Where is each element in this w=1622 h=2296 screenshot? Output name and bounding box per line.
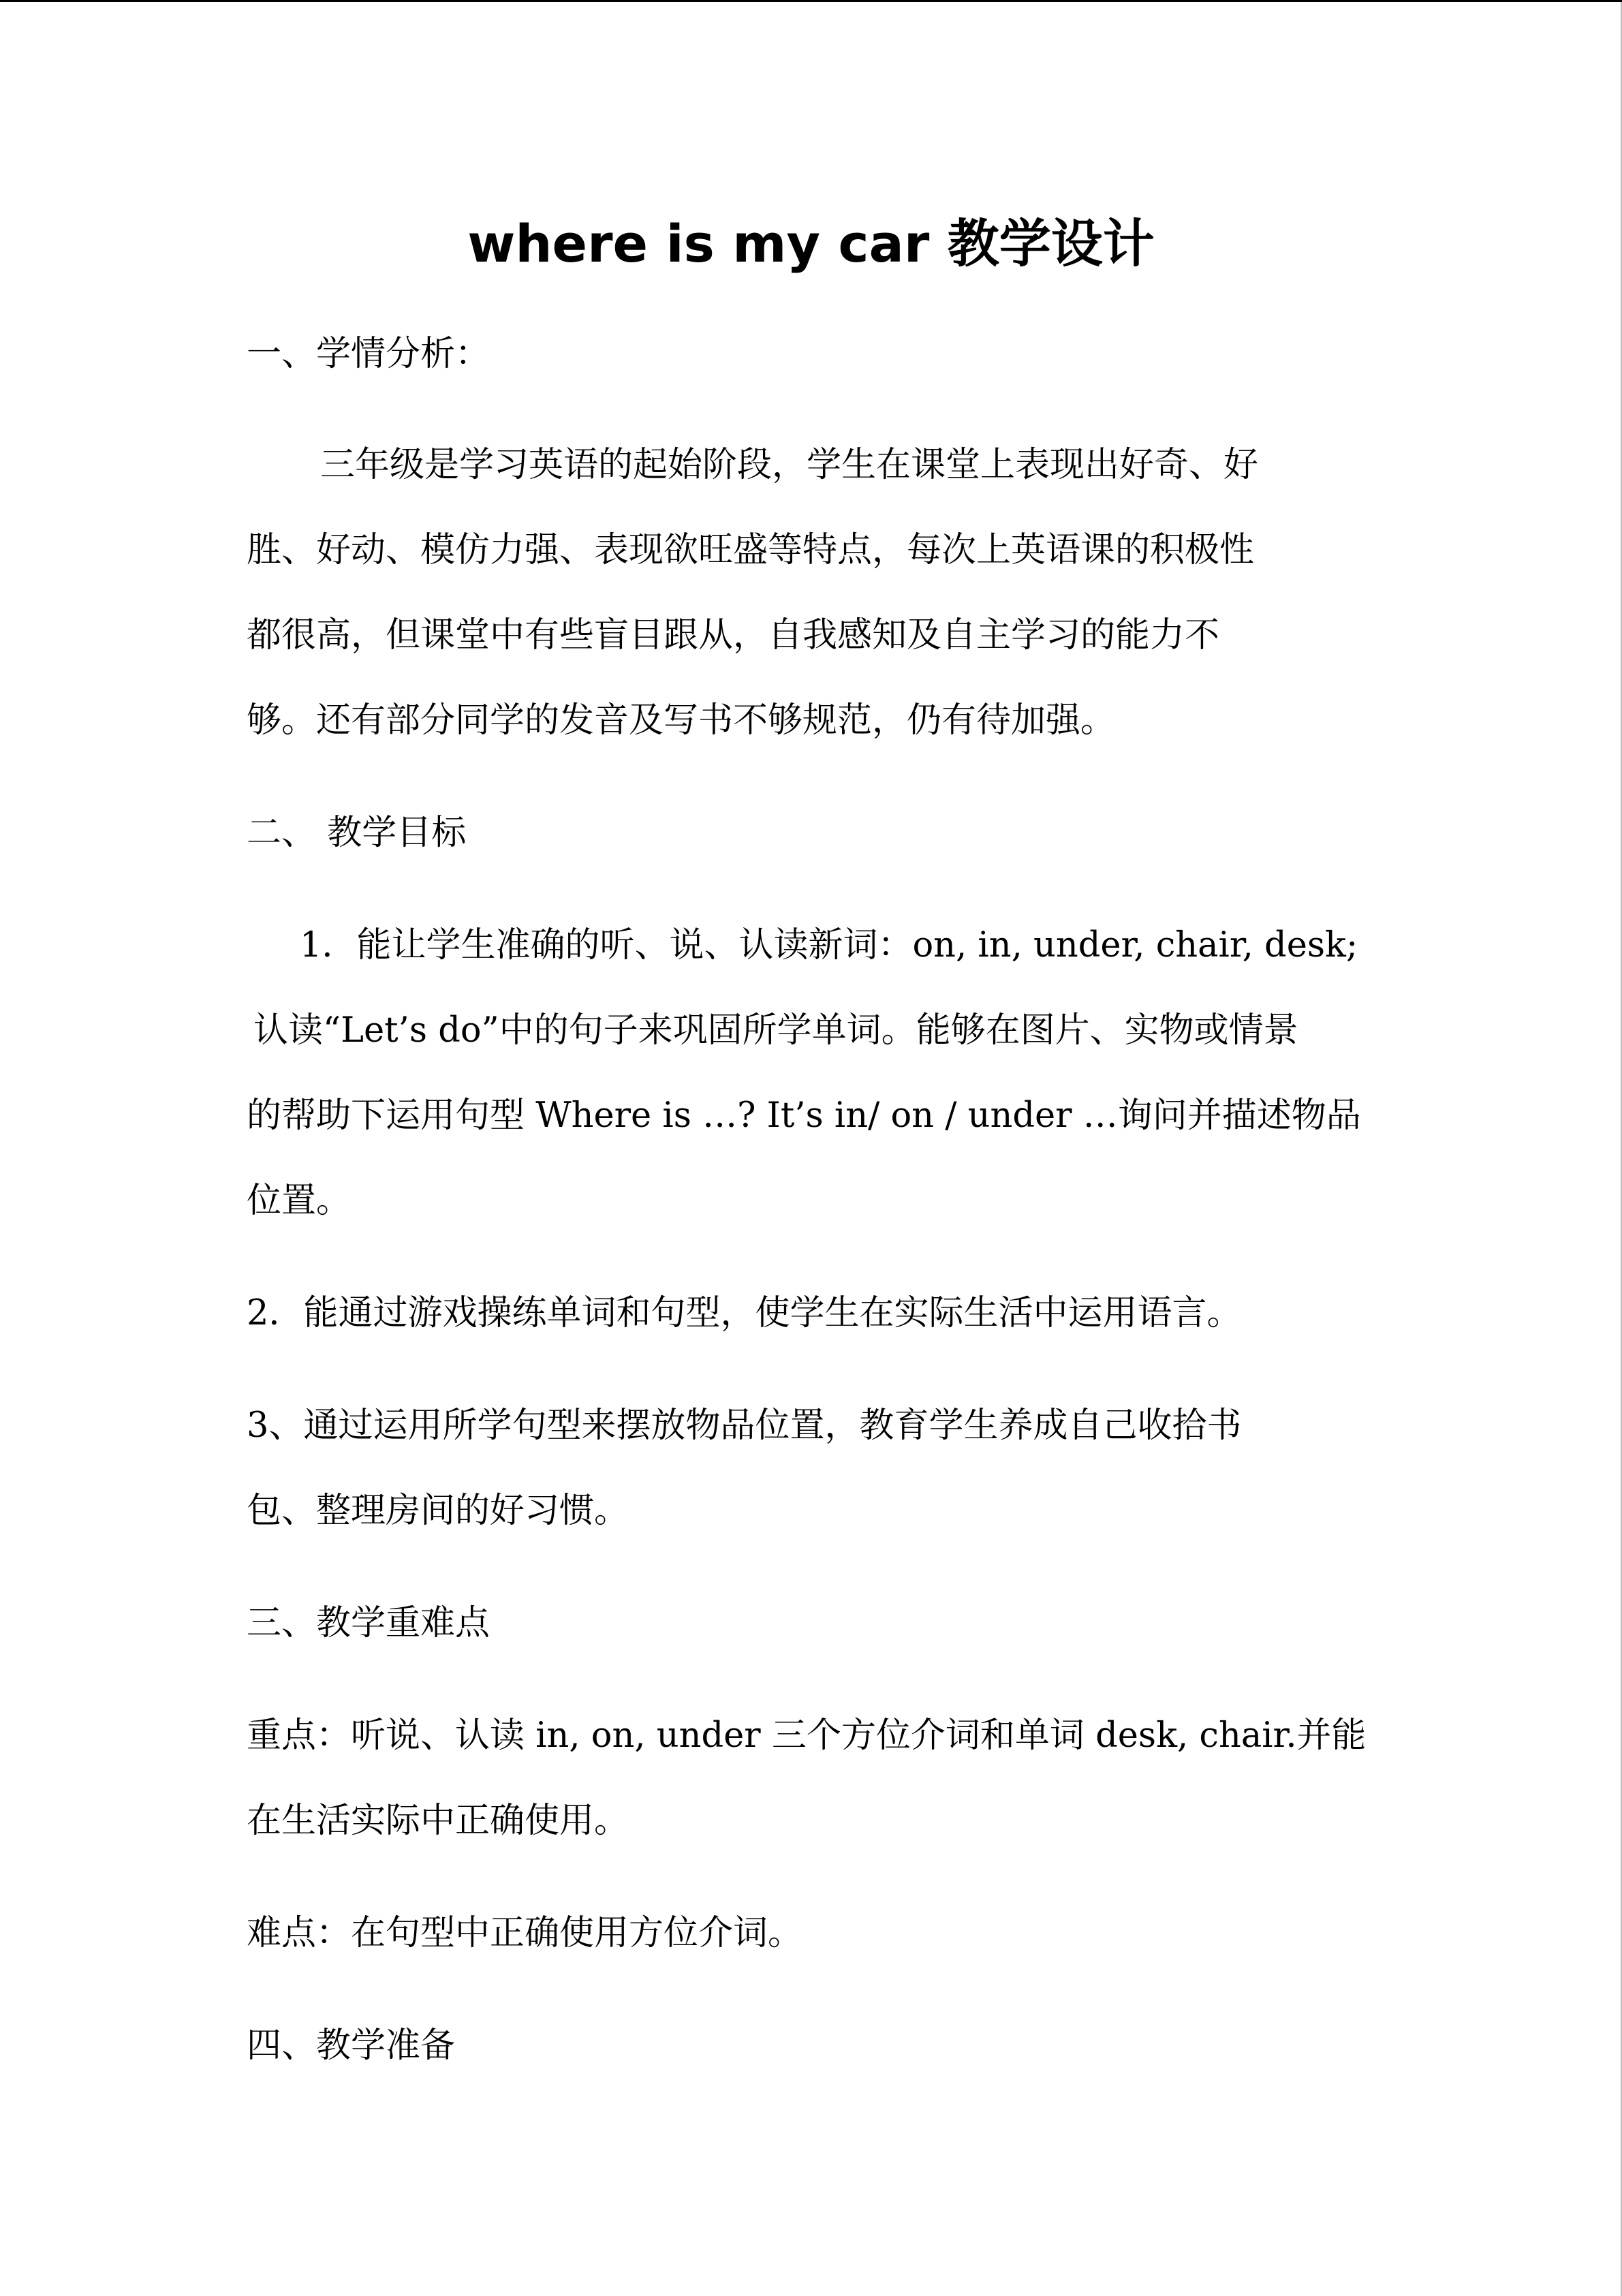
paragraph-line: 都很高，但课堂中有些盲目跟从，自我感知及自主学习的能力不 [247, 615, 1220, 655]
goal-item-line: 认读“Let’s do”中的句子来巩固所学单词。能够在图片、实物或情景 [253, 1010, 1298, 1051]
section-heading-learning-analysis: 一、学情分析： [247, 334, 490, 374]
goal-item-line: 3、通过运用所学句型来摆放物品位置，教育学生养成自己收拾书 [247, 1406, 1242, 1446]
goal-item-line: 位置。 [247, 1181, 352, 1221]
key-point-line: 重点：听说、认读 in, on, under 三个方位介词和单词 desk, chair.并能 [247, 1716, 1367, 1756]
paragraph-line: 三年级是学习英语的起始阶段，学生在课堂上表现出好奇、好 [320, 445, 1259, 485]
paragraph-line: 胜、好动、模仿力强、表现欲旺盛等特点，每次上英语课的积极性 [247, 530, 1255, 570]
section-heading-teaching-preparation: 四、教学准备 [247, 2026, 456, 2066]
goal-item-line: 包、整理房间的好习惯。 [247, 1491, 629, 1531]
goal-item-line: 的帮助下运用句型 Where is …? It’s in/ on / under …询问并描述物品 [247, 1096, 1361, 1136]
difficult-point-line: 难点：在句型中正确使用方位介词。 [247, 1913, 803, 1953]
section-heading-teaching-goals: 二、 教学目标 [247, 813, 467, 853]
goal-item-line: 1．能让学生准确的听、说、认读新词：on, in, under, chair, desk; [300, 925, 1358, 965]
paragraph-line: 够。还有部分同学的发音及写书不够规范，仍有待加强。 [247, 700, 1116, 741]
key-point-line: 在生活实际中正确使用。 [247, 1801, 629, 1841]
document-title: where is my car 教学设计 [467, 213, 1155, 274]
section-heading-key-difficult-points: 三、教学重难点 [247, 1603, 490, 1643]
goal-item-line: 2．能通过游戏操练单词和句型，使学生在实际生活中运用语言。 [247, 1293, 1242, 1333]
